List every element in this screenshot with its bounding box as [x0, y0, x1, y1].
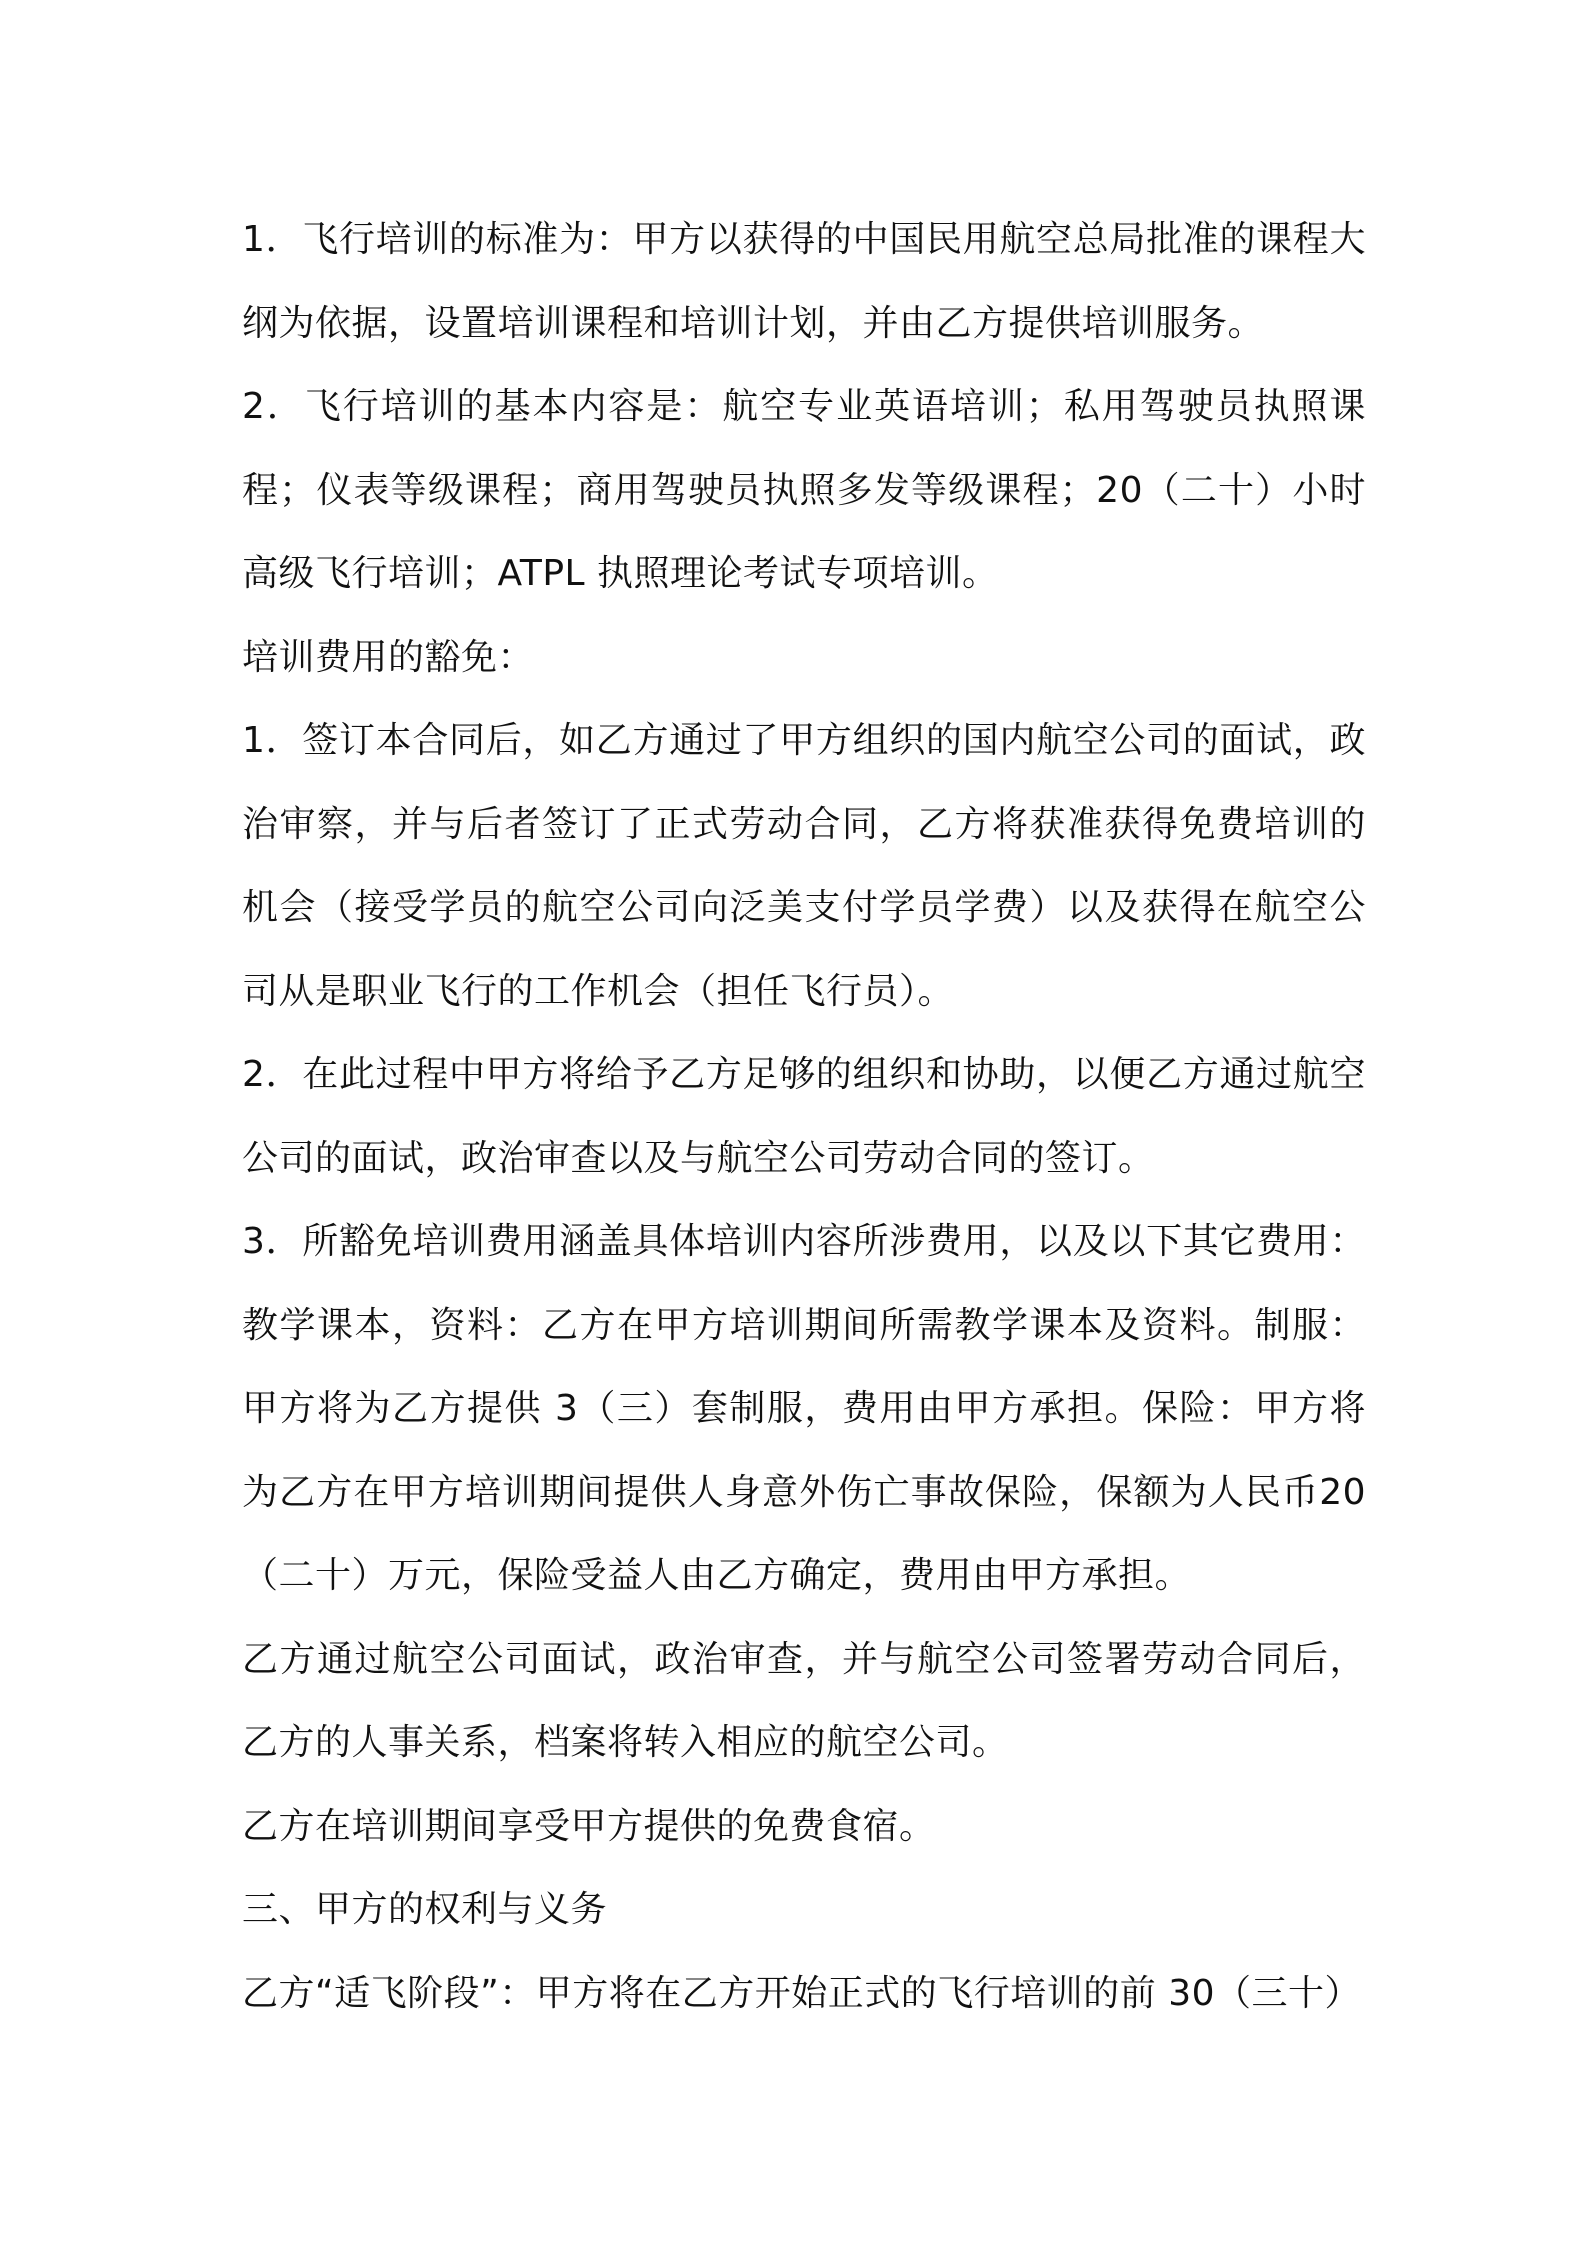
paragraph-room-board: 乙方在培训期间享受甲方提供的免费食宿。: [242, 1805, 936, 1847]
paragraph-fee-waiver-1: 1．签订本合同后，如乙方通过了甲方组织的国内航空公司的面试，政治审察，并与后者签订了正式劳动合同，乙方将获准获得免费培训的机会（接受学员的航空公司向泛美支付学员学费）以及获得在航空公司从是职业飞行的工作机会（担任飞行员）。: [242, 720, 1366, 1012]
section-heading-fee-waiver: 培训费用的豁免：: [242, 636, 535, 678]
paragraph-training-standard: 1．飞行培训的标准为：甲方以获得的中国民用航空总局批准的课程大纲为依据，设置培训课程和培训计划，并由乙方提供培训服务。: [242, 219, 1366, 344]
paragraph-fee-waiver-2: 2．在此过程中甲方将给予乙方足够的组织和协助，以便乙方通过航空公司的面试，政治审查以及与航空公司劳动合同的签订。: [242, 1054, 1366, 1179]
paragraph-personnel-transfer: 乙方通过航空公司面试，政治审查，并与航空公司签署劳动合同后，乙方的人事关系，档案将转入相应的航空公司。: [242, 1638, 1366, 1763]
paragraph-fee-waiver-3: 3．所豁免培训费用涵盖具体培训内容所涉费用，以及以下其它费用：教学课本，资料：乙方在甲方培训期间所需教学课本及资料。制服：甲方将为乙方提供 3（三）套制服，费用由甲方承担。保险：甲方将为乙方在甲方培训期间提供人身意外伤亡事故保险，保额为人民币20（二十）万元，保险受益人由乙方确定，费用由甲方承担。: [242, 1221, 1366, 1596]
paragraph-training-content: 2．飞行培训的基本内容是：航空专业英语培训；私用驾驶员执照课程；仪表等级课程；商用驾驶员执照多发等级课程；20（二十）小时高级飞行培训；ATPL 执照理论考试专项培训。: [242, 386, 1366, 594]
document-body: [242, 198, 1366, 2035]
section-heading-party-a-rights: 三、甲方的权利与义务: [242, 1889, 608, 1930]
paragraph-flight-fitness-stage: 乙方“适飞阶段”：甲方将在乙方开始正式的飞行培训的前 30（三十）: [242, 1972, 1362, 2014]
